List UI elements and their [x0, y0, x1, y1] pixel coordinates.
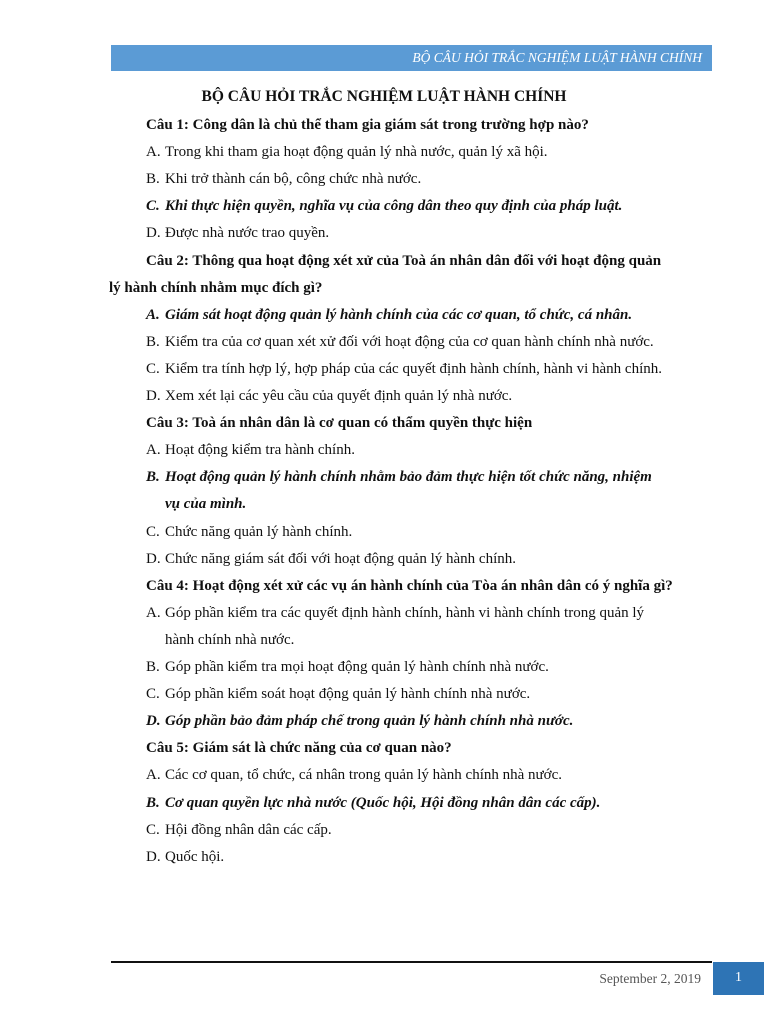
question-text: lý hành chính nhằm mục đích gì? — [109, 279, 323, 296]
answer-letter: D. — [146, 550, 161, 567]
answer-text: Cơ quan quyền lực nhà nước (Quốc hội, Hội đồng nhân dân các cấp). — [165, 794, 601, 811]
answer-text: Kiểm tra tính hợp lý, hợp pháp của các quyết định hành chính, hành vi hành chính. — [165, 360, 662, 377]
answer-option — [146, 387, 512, 405]
answer-text: Kiểm tra của cơ quan xét xử đối với hoạt động của cơ quan hành chính nhà nước. — [165, 333, 654, 350]
question-text: Câu 5: Giám sát là chức năng của cơ quan nào? — [146, 740, 452, 757]
answer-letter: A. — [146, 306, 160, 323]
answer-letter: B. — [146, 171, 160, 188]
answer-option — [146, 848, 224, 866]
answer-letter: A. — [146, 144, 161, 161]
answer-option — [146, 685, 530, 703]
answer-text: Các cơ quan, tổ chức, cá nhân trong quản lý hành chính nhà nước. — [165, 767, 563, 784]
question-text: Câu 2: Thông qua hoạt động xét xử của Toà án nhân dân đối với hoạt động quản — [146, 252, 662, 269]
answer-text: hành chính nhà nước. — [165, 631, 295, 648]
answer-option-correct — [146, 712, 573, 730]
answer-letter: B. — [146, 469, 160, 486]
answer-text: Góp phần kiểm tra mọi hoạt động quản lý hành chính nhà nước. — [165, 659, 549, 675]
answer-letter: C. — [146, 821, 160, 838]
answer-option — [146, 333, 654, 351]
answer-text: Được nhà nước trao quyền. — [165, 225, 330, 242]
answer-letter: A. — [146, 442, 161, 459]
answer-option-correct — [146, 468, 652, 486]
answer-letter: B. — [146, 794, 160, 811]
answer-option-correct — [146, 197, 622, 215]
answer-letter: D. — [146, 713, 161, 730]
answer-option — [146, 224, 329, 242]
answer-letter: A. — [146, 767, 161, 784]
answer-letter: D. — [146, 388, 161, 404]
answer-option-correct — [146, 306, 632, 324]
page-number: 1 — [735, 970, 742, 985]
answer-letter: C. — [146, 686, 160, 703]
answer-text: Hoạt động kiểm tra hành chính. — [165, 442, 355, 459]
running-header-title: BỘ CÂU HỎI TRẮC NGHIỆM LUẬT HÀNH CHÍNH — [412, 50, 702, 65]
answer-text: Góp phần kiểm tra các quyết định hành chính, hành vi hành chính trong quản lý — [165, 604, 645, 621]
answer-text: Góp phần bảo đảm pháp chế trong quản lý hành chính nhà nước. — [165, 713, 574, 730]
answer-option — [165, 631, 294, 649]
document-title: BỘ CÂU HỎI TRẮC NGHIỆM LUẬT HÀNH CHÍNH — [201, 88, 567, 105]
answer-option — [146, 441, 355, 459]
answer-option — [146, 143, 548, 161]
answer-text: Hoạt động quản lý hành chính nhằm bảo đảm thực hiện tốt chức năng, nhiệm — [165, 469, 652, 486]
page-number-box — [713, 962, 764, 995]
answer-option — [146, 766, 562, 784]
answer-letter: D. — [146, 225, 161, 242]
answer-text: vụ của mình. — [165, 496, 247, 513]
footer-date: September 2, 2019 — [599, 971, 701, 986]
answer-option-correct — [146, 794, 600, 812]
answer-text: Giám sát hoạt động quản lý hành chính của các cơ quan, tổ chức, cá nhân. — [165, 306, 633, 323]
answer-option — [146, 550, 516, 568]
answer-text: Chức năng quản lý hành chính. — [165, 523, 353, 540]
answer-text: Chức năng giám sát đối với hoạt động quản lý hành chính. — [165, 550, 517, 567]
answer-text: Khi trở thành cán bộ, công chức nhà nước. — [165, 171, 422, 188]
answer-option — [146, 604, 644, 622]
answer-letter: C. — [146, 198, 160, 215]
question-text: Câu 4: Hoạt động xét xử các vụ án hành chính của Tòa án nhân dân có ý nghĩa gì? — [146, 577, 673, 594]
answer-option — [146, 523, 352, 541]
answer-letter: A. — [146, 604, 161, 621]
answer-letter: C. — [146, 523, 160, 540]
answer-option — [146, 170, 421, 188]
answer-option — [146, 821, 332, 839]
answer-letter: D. — [146, 848, 161, 865]
question-text: Câu 3: Toà án nhân dân là cơ quan có thẩm quyền thực hiện — [146, 415, 533, 432]
answer-text: Góp phần kiểm soát hoạt động quản lý hành chính nhà nước. — [165, 686, 531, 703]
running-header-bar — [111, 45, 712, 71]
answer-letter: C. — [146, 360, 160, 377]
answer-letter: B. — [146, 333, 160, 350]
answer-option-correct — [165, 495, 246, 513]
answer-text: Xem xét lại các yêu cầu của quyết định quản lý nhà nước. — [165, 388, 513, 404]
answer-text: Khi thực hiện quyền, nghĩa vụ của công dân theo quy định của pháp luật. — [165, 198, 623, 215]
answer-text: Trong khi tham gia hoạt động quản lý nhà nước, quản lý xã hội. — [165, 144, 548, 161]
answer-text: Hội đồng nhân dân các cấp. — [165, 821, 332, 838]
answer-text: Quốc hội. — [165, 848, 225, 865]
answer-letter: B. — [146, 659, 160, 675]
footer-divider — [111, 961, 712, 963]
answer-option — [146, 658, 549, 676]
answer-option — [146, 360, 662, 378]
question-text: Câu 1: Công dân là chủ thể tham gia giám sát trong trường hợp nào? — [146, 117, 589, 133]
